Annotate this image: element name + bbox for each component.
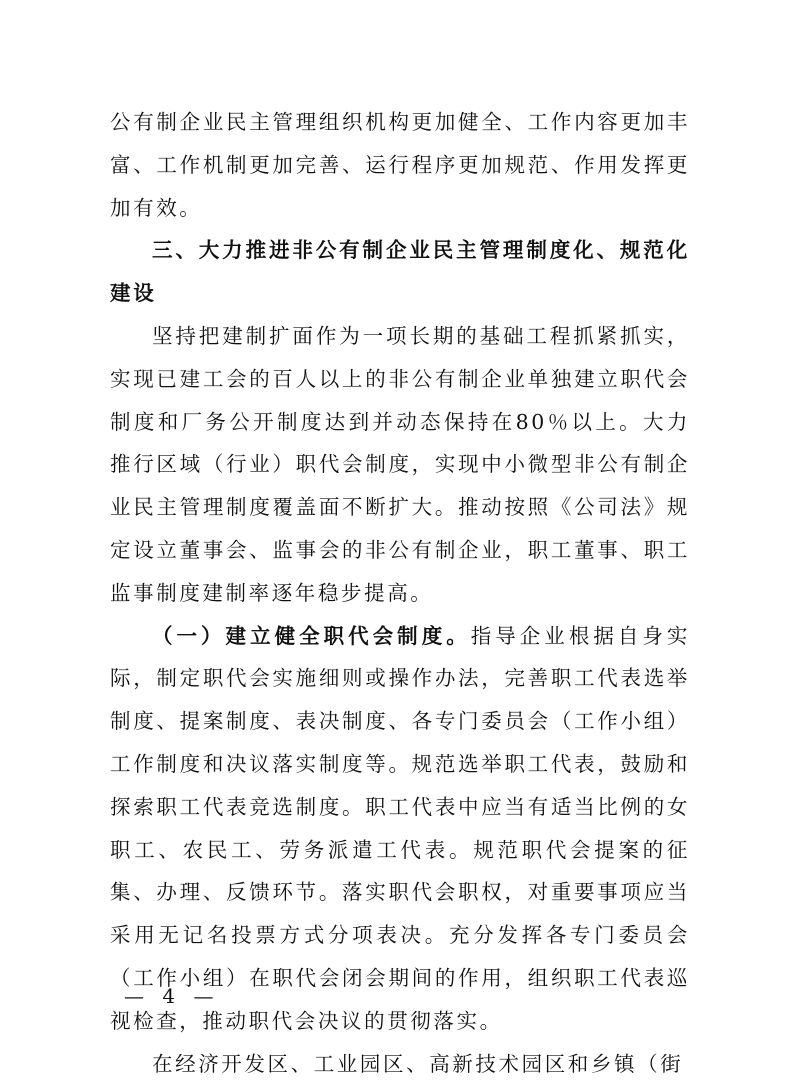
page-number: — 4 — [124, 984, 220, 1008]
section-heading-3: 三、大力推进非公有制企业民主管理制度化、规范化建设 [110, 238, 690, 306]
paragraph-continuation: 公有制企业民主管理组织机构更加健全、工作内容更加丰富、工作机制更加完善、运行程序更加规范、作用发挥更加有效。 [110, 110, 690, 220]
paragraph-workers-congress [110, 615, 690, 1043]
paragraph-development-zones: 在经济开发区、工业园区、高新技术园区和乡镇（街 [152, 1051, 684, 1076]
document-body [110, 101, 690, 1085]
paragraph-coverage: 坚持把建制扩面作为一项长期的基础工程抓紧抓实，实现已建工会的百人以上的非公有制企业单独建立职代会制度和厂务公开制度达到并动态保持在80％以上。大力推行区域（行业）职代会制度，实现中小微型非公有制企业民主管理制度覆盖面不断扩大。推动按照《公司法》规定设立董事会、监事会的非公有制企业，职工董事、职工监事制度建制率逐年稳步提高。 [110, 323, 690, 605]
subsection-body-1: 指导企业根据自身实际，制定职代会实施细则或操作办法，完善职工代表选举制度、提案制度、表决制度、各专门委员会（工作小组）工作制度和决议落实制度等。规范选举职工代表，鼓励和探索职工代表竞选制度。职工代表中应当有适当比例的女职工、农民工、劳务派遣工代表。规范职代会提案的征集、办理、反馈环节。落实职代会职权，对重要事项应当采用无记名投票方式分项表决。充分发挥各专门委员会（工作小组）在职代会闭会期间的作用，组织职工代表巡视检查，推动职代会决议的贯彻落实。 [110, 623, 690, 1033]
subsection-heading-1: （一）建立健全职代会制度。 [152, 623, 471, 648]
